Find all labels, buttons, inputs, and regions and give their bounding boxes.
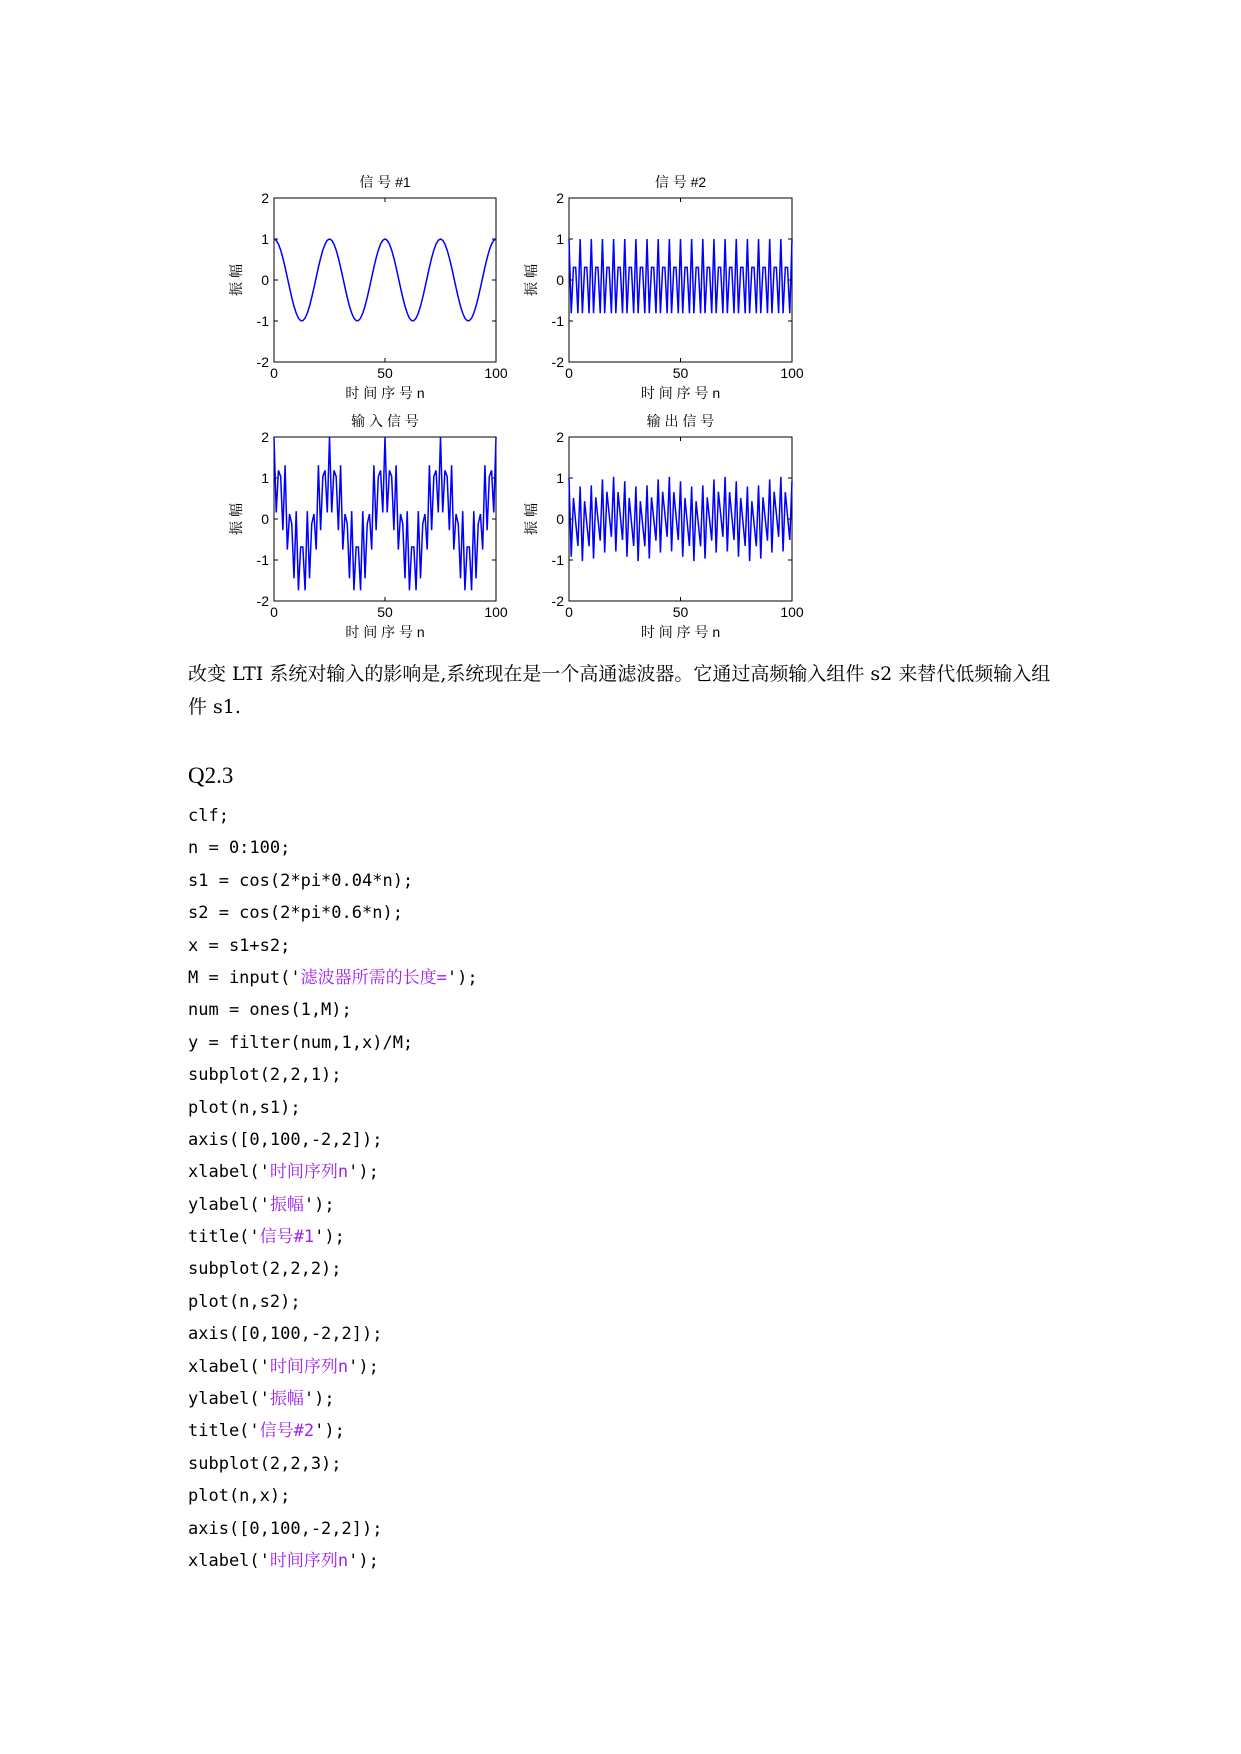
x-axis-label: 时 间 序 号 n <box>345 385 425 401</box>
code-text: clf; <box>188 806 229 826</box>
code-line <box>188 865 478 897</box>
code-text: x = s1+s2; <box>188 935 291 956</box>
code-text: subplot(2,2,1); <box>188 1065 342 1086</box>
x-tick-label: 100 <box>780 604 804 620</box>
y-tick-label: -2 <box>551 354 564 370</box>
chart-title: 输 入 信 号 <box>351 413 419 429</box>
y-tick-label: 0 <box>261 511 269 527</box>
y-tick-label: 2 <box>556 429 564 445</box>
code-text: '); <box>348 1162 379 1183</box>
code-text: title(' <box>188 1421 260 1442</box>
code-line <box>188 1318 478 1350</box>
code-text: plot(n,s1); <box>188 1097 301 1118</box>
y-tick-label: -1 <box>256 313 269 329</box>
code-text: '); <box>348 1356 379 1377</box>
chart-3 <box>228 413 508 640</box>
code-text: xlabel(' <box>188 1550 270 1571</box>
y-tick-label: -2 <box>256 354 269 370</box>
x-tick-label: 50 <box>377 604 393 620</box>
code-text: axis([0,100,-2,2]); <box>188 1324 383 1345</box>
code-text: plot(n,x); <box>188 1486 291 1507</box>
code-line <box>188 1059 478 1091</box>
y-tick-label: 1 <box>556 470 564 486</box>
code-line <box>188 800 478 832</box>
y-axis-label: 振 幅 <box>523 264 539 296</box>
signal-figure <box>0 0 1241 660</box>
y-axis-label: 振 幅 <box>228 264 244 296</box>
y-axis-label: 振 幅 <box>228 503 244 535</box>
y-tick-label: 2 <box>261 190 269 206</box>
code-line <box>188 1480 478 1512</box>
x-tick-label: 50 <box>377 365 393 381</box>
code-line <box>188 897 478 929</box>
code-text: title(' <box>188 1227 260 1248</box>
y-tick-label: -1 <box>551 313 564 329</box>
code-text: '); <box>314 1421 345 1442</box>
x-axis-label: 时 间 序 号 n <box>345 624 425 640</box>
code-line <box>188 1124 478 1156</box>
x-tick-label: 100 <box>484 365 508 381</box>
code-text: ylabel(' <box>188 1389 270 1410</box>
plot-frame <box>569 437 792 601</box>
code-text: M = input(' <box>188 967 301 988</box>
x-axis-label: 时 间 序 号 n <box>640 385 721 401</box>
body-paragraph: 改变 LTI 系统对输入的影响是,系统现在是一个高通滤波器。它通过高频输入组件 s2 来替代低频输入组件 s1. <box>188 663 1051 718</box>
code-line <box>188 1156 478 1188</box>
code-line <box>188 1383 478 1415</box>
code-line <box>188 994 478 1026</box>
code-text: axis([0,100,-2,2]); <box>188 1129 383 1150</box>
y-tick-label: 0 <box>556 272 564 288</box>
code-line <box>188 1351 478 1383</box>
code-string: 时间序列n <box>269 1356 349 1377</box>
x-tick-label: 0 <box>270 365 278 381</box>
code-line <box>188 832 478 864</box>
code-line <box>188 1286 478 1318</box>
y-tick-label: 1 <box>261 231 269 247</box>
code-line <box>188 1415 478 1447</box>
plot-frame <box>274 198 496 362</box>
x-tick-label: 100 <box>780 365 804 381</box>
code-text: '); <box>348 1550 379 1571</box>
chart-title: 信 号 #2 <box>654 174 707 190</box>
x-axis-label: 时 间 序 号 n <box>640 624 721 640</box>
code-text: axis([0,100,-2,2]); <box>188 1518 383 1539</box>
y-tick-label: 2 <box>261 429 269 445</box>
y-tick-label: -2 <box>551 593 564 609</box>
chart-2 <box>523 174 804 401</box>
code-line <box>188 1092 478 1124</box>
code-string: 信号#1 <box>259 1227 315 1248</box>
code-string: 振幅 <box>269 1389 304 1410</box>
y-tick-label: 1 <box>556 231 564 247</box>
code-text: n = 0:100; <box>188 838 291 859</box>
code-line <box>188 930 478 962</box>
plot-frame <box>569 198 792 362</box>
code-string: 振幅 <box>269 1194 304 1215</box>
chart-title: 信 号 #1 <box>359 174 411 190</box>
code-text: s2 = cos(2*pi*0.6*n); <box>188 903 403 924</box>
code-text: subplot(2,2,2); <box>188 1259 342 1280</box>
code-line <box>188 1513 478 1545</box>
code-string: 信号#2 <box>259 1421 315 1442</box>
y-tick-label: -2 <box>256 593 269 609</box>
y-tick-label: 0 <box>556 511 564 527</box>
x-tick-label: 0 <box>270 604 278 620</box>
y-tick-label: 2 <box>556 190 564 206</box>
y-tick-label: 1 <box>261 470 269 486</box>
x-tick-label: 100 <box>484 604 508 620</box>
code-text: '); <box>303 1194 335 1215</box>
matlab-code-block <box>188 800 478 1577</box>
code-text: xlabel(' <box>188 1162 270 1183</box>
chart-4 <box>523 413 804 640</box>
code-text: ylabel(' <box>188 1194 270 1215</box>
code-string: 时间序列n <box>269 1550 349 1571</box>
code-line <box>188 1253 478 1285</box>
code-text: '); <box>314 1227 345 1248</box>
code-line <box>188 962 478 994</box>
code-text: plot(n,s2); <box>188 1291 301 1312</box>
code-string: 时间序列n <box>269 1162 349 1183</box>
chart-1 <box>228 174 508 401</box>
x-tick-label: 0 <box>565 604 573 620</box>
code-line <box>188 1448 478 1480</box>
code-line <box>188 1027 478 1059</box>
x-tick-label: 50 <box>672 365 689 381</box>
y-tick-label: -1 <box>256 552 269 568</box>
x-tick-label: 0 <box>565 365 573 381</box>
code-text: '); <box>303 1389 335 1410</box>
code-text: s1 = cos(2*pi*0.04*n); <box>188 870 414 891</box>
code-string: 滤波器所需的长度= <box>300 967 447 988</box>
code-text: '); <box>446 967 478 988</box>
code-text: xlabel(' <box>188 1356 270 1377</box>
code-line <box>188 1189 478 1221</box>
code-line <box>188 1221 478 1253</box>
section-heading: Q2.3 <box>188 763 234 788</box>
code-text: subplot(2,2,3); <box>188 1453 342 1474</box>
x-tick-label: 50 <box>672 604 689 620</box>
code-text: y = filter(num,1,x)/M; <box>188 1032 414 1053</box>
y-tick-label: 0 <box>261 272 269 288</box>
chart-title: 输 出 信 号 <box>646 413 715 429</box>
y-tick-label: -1 <box>551 552 564 568</box>
y-axis-label: 振 幅 <box>523 503 539 535</box>
code-text: num = ones(1,M); <box>188 1000 352 1021</box>
code-line <box>188 1545 478 1577</box>
